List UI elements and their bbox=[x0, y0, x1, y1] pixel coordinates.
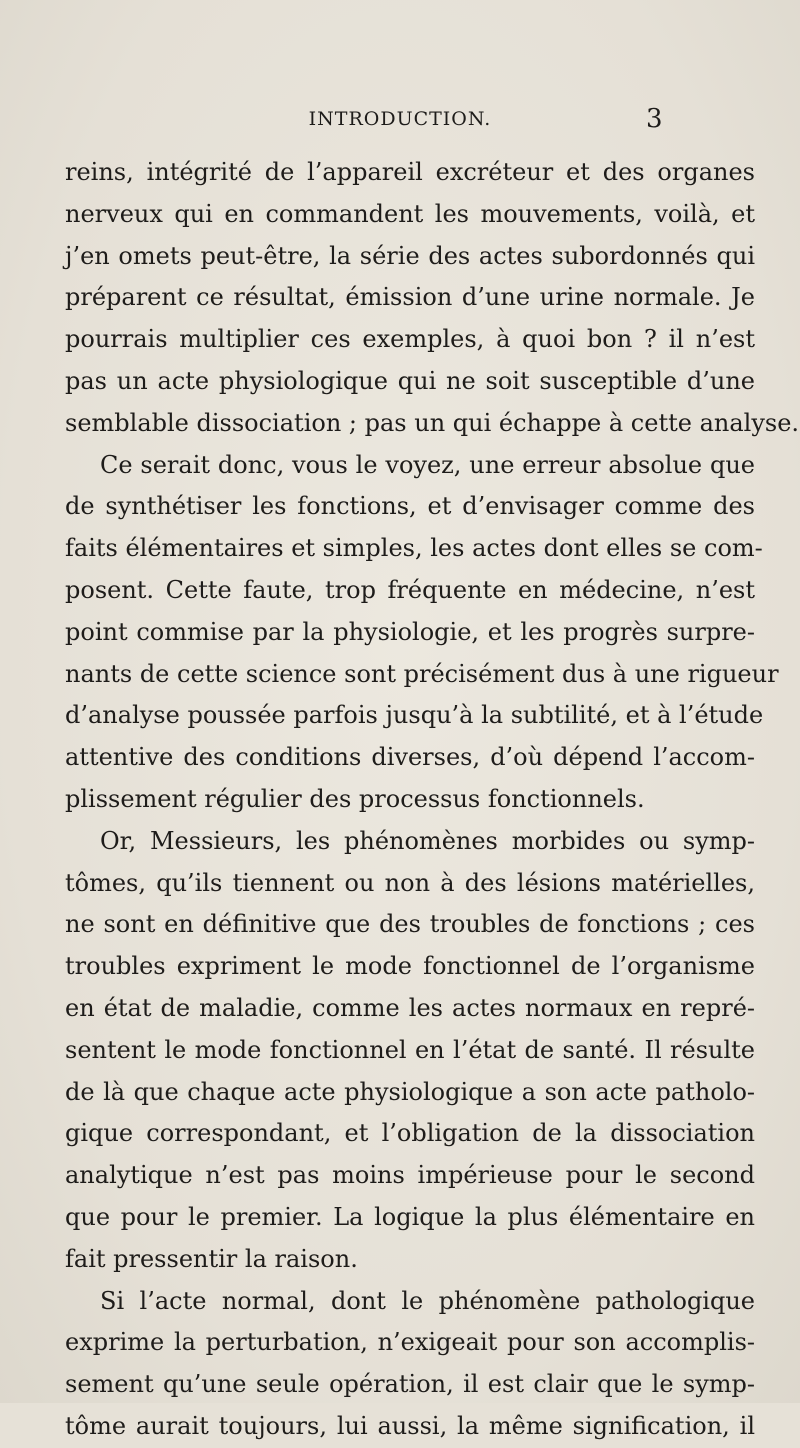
text-line: ne sont en définitive que des troubles de fonctions ; ces bbox=[65, 910, 755, 939]
running-head: INTRODUCTION. bbox=[308, 108, 492, 130]
page-number: 3 bbox=[646, 104, 663, 134]
paragraph-first-line: Ce serait donc, vous le voyez, une erreur absolue que bbox=[100, 450, 755, 479]
text-line: sement qu’une seule opération, il est clair que le symp- bbox=[65, 1370, 755, 1399]
text-line: troubles expriment le mode fonctionnel de l’organisme bbox=[65, 952, 755, 981]
text-line: posent. Cette faute, trop fréquente en médecine, n’est bbox=[65, 575, 755, 604]
body-text bbox=[65, 152, 800, 1448]
text-line: de synthétiser les fonctions, et d’envisager comme des bbox=[65, 492, 755, 521]
paragraph-first-line: Si l’acte normal, dont le phénomène pathologique bbox=[100, 1286, 755, 1315]
paragraph-first-line: Or, Messieurs, les phénomènes morbides ou symp- bbox=[100, 826, 755, 855]
text-line: préparent ce résultat, émission d’une urine normale. Je bbox=[65, 283, 755, 312]
text-line: analytique n’est pas moins impérieuse pour le second bbox=[65, 1161, 755, 1190]
text-line: d’analyse poussée parfois jusqu’à la subtilité, et à l’étude bbox=[65, 701, 764, 730]
text-line: sentent le mode fonctionnel en l’état de santé. Il résulte bbox=[65, 1035, 755, 1064]
text-line: attentive des conditions diverses, d’où dépend l’accom- bbox=[65, 743, 755, 772]
text-line: pourrais multiplier ces exemples, à quoi bon ? il n’est bbox=[65, 325, 755, 354]
text-line: nants de cette science sont précisément dus à une rigueur bbox=[65, 659, 779, 688]
paragraph-last-line: plissement régulier des processus fonctionnels. bbox=[65, 784, 645, 813]
text-line: point commise par la physiologie, et les progrès surpre- bbox=[65, 617, 755, 646]
text-line: que pour le premier. La logique la plus élémentaire en bbox=[65, 1202, 755, 1231]
text-line: faits élémentaires et simples, les actes dont elles se com- bbox=[65, 534, 763, 563]
text-line: nerveux qui en commandent les mouvements, voilà, et bbox=[65, 199, 755, 228]
text-line: en état de maladie, comme les actes normaux en repré- bbox=[65, 993, 755, 1022]
text-line: semblable dissociation ; pas un qui échappe à cette analyse. bbox=[65, 408, 800, 437]
text-line: pas un acte physiologique qui ne soit susceptible d’une bbox=[65, 366, 755, 395]
text-line: reins, intégrité de l’appareil excréteur et des organes bbox=[65, 158, 755, 186]
text-line: de là que chaque acte physiologique a son acte patholo- bbox=[65, 1077, 755, 1106]
text-line: tômes, qu’ils tiennent ou non à des lésions matérielles, bbox=[65, 868, 755, 897]
text-line: tôme aurait toujours, lui aussi, la même signification, il bbox=[65, 1411, 755, 1440]
text-line: j’en omets peut-être, la série des actes subordonnés qui bbox=[65, 241, 755, 270]
text-line: exprime la perturbation, n’exigeait pour son accomplis- bbox=[65, 1328, 755, 1357]
text-line: gique correspondant, et l’obligation de la dissociation bbox=[65, 1119, 755, 1148]
paragraph-last-line: fait pressentir la raison. bbox=[65, 1244, 358, 1273]
